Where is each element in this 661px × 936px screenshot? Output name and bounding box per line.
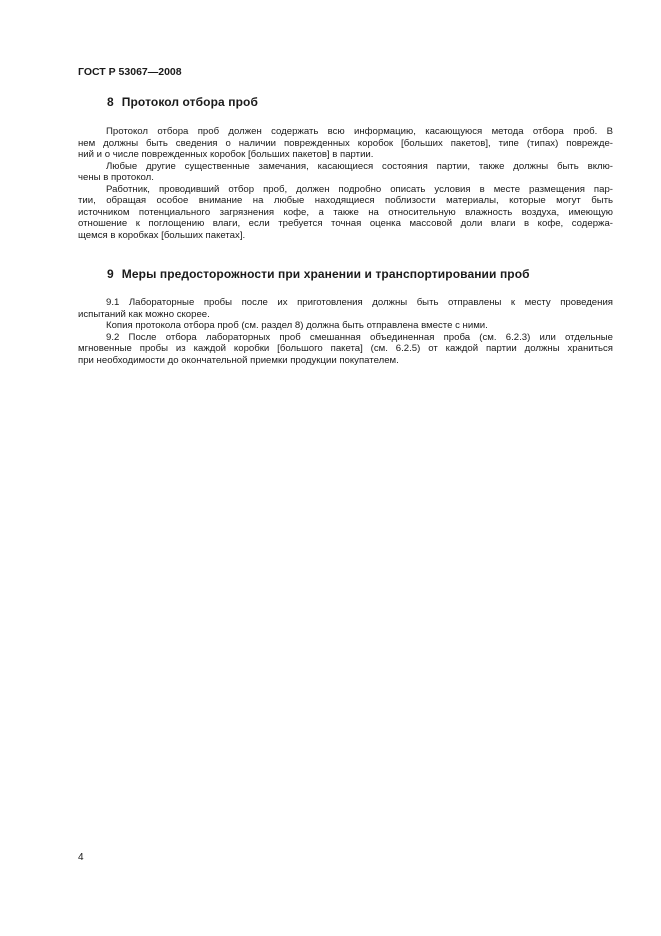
s9-p3-line3: при необходимости до окончательной приемки продукции покупателем. [78, 354, 399, 366]
s8-p3-line5: щемся в коробках [больших пакетах]. [78, 229, 246, 241]
section-9-title: Меры предосторожности при хранении и транспортировании проб [121, 267, 530, 281]
s8-p1-line3: ний и о числе поврежденных коробок [больших пакетов] в партии. [78, 149, 374, 160]
section-8-body [78, 126, 613, 241]
document-header: ГОСТ Р 53067—2008 [78, 66, 182, 78]
section-9-heading [107, 267, 530, 281]
section-9-body [78, 297, 613, 366]
s9-p1-line2: испытаний как можно скорее. [78, 308, 210, 320]
s9-p2-line1: Копия протокола отбора проб (см. раздел 8) должна быть отправлена вместе с ними. [106, 320, 488, 331]
section-8-title: Протокол отбора проб [121, 95, 258, 109]
s8-p3-line3: источником потенциального загрязнения кофе, а также на относительную влажность воздуха, имеющую [78, 206, 613, 218]
s8-p1-line2: нем должны быть сведения о наличии поврежденных коробок [больших пакетов], типе (типах) поврежде- [78, 137, 613, 149]
section-8-heading [107, 95, 258, 109]
s8-p3-line2: тии, обращая особое внимание на любые находящиеся поблизости материалы, которые могут быть [78, 195, 613, 206]
page-number: 4 [78, 852, 84, 863]
s8-p1-line1: Протокол отбора проб должен содержать всю информацию, касающуюся метода отбора проб. В [106, 126, 613, 137]
s8-p3-line1: Работник, проводивший отбор проб, должен подробно описать условия в месте размещения пар- [106, 183, 613, 195]
section-8-number: 8 [107, 95, 114, 109]
s8-p2-line1: Любые другие существенные замечания, касающиеся состояния партии, также должны быть вклю- [106, 160, 613, 172]
s9-p3-line2: мгновенные пробы из каждой коробки [большого пакета] (см. 6.2.5) от каждой партии должны храниться [78, 343, 613, 354]
s8-p3-line4: отношение к поглощению влаги, если требуется точная оценка массовой доли влаги в кофе, содержа- [78, 218, 613, 229]
s9-p3-line1: 9.2 После отбора лабораторных проб смешанная объединенная проба (см. 6.2.3) или отдельные [106, 331, 613, 343]
section-9-number: 9 [107, 267, 114, 281]
s9-p1-line1: 9.1 Лабораторные пробы после их приготовления должны быть отправлены к месту проведения [106, 297, 613, 308]
s8-p2-line2: чены в протокол. [78, 172, 154, 183]
